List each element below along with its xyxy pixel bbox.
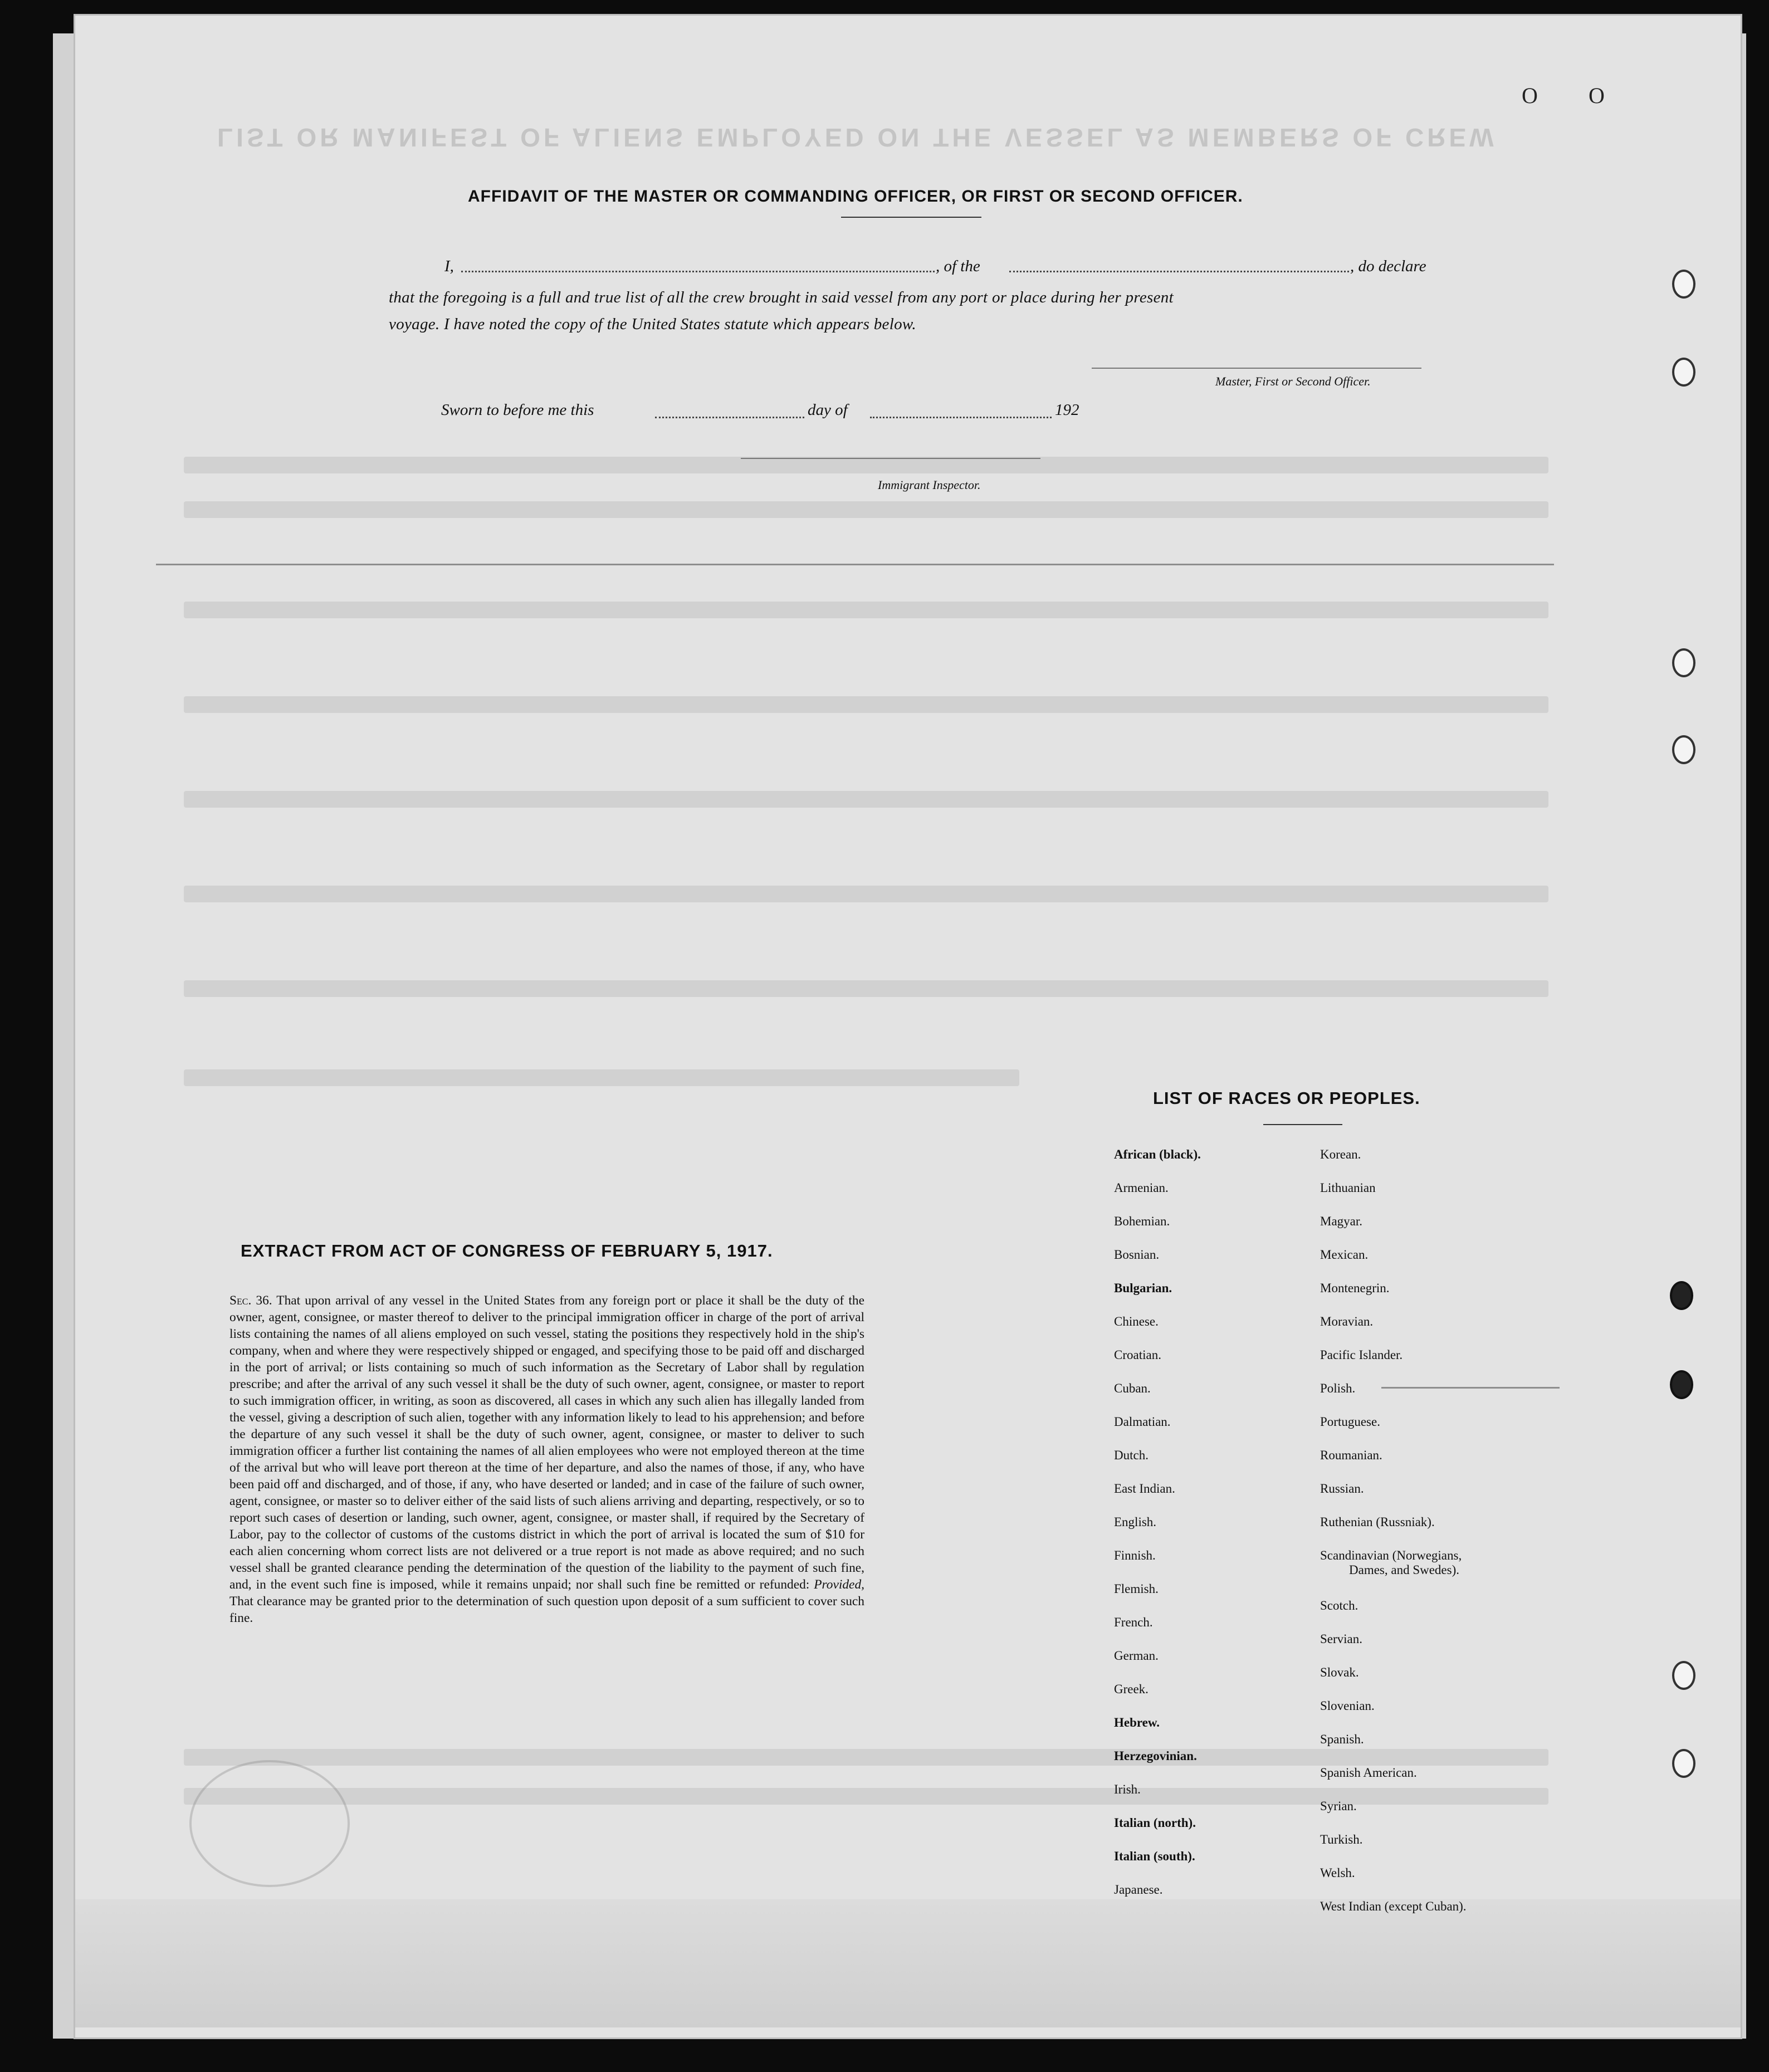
binder-hole-icon: [1670, 1281, 1693, 1310]
race-item: Montenegrin.: [1320, 1281, 1390, 1295]
bleed-through-row: [184, 1069, 1019, 1086]
affidavit-do-declare: , do declare: [1350, 257, 1426, 275]
bleed-through-row: [184, 602, 1548, 618]
faint-stamp: [189, 1760, 350, 1887]
race-item: Mexican.: [1320, 1248, 1369, 1262]
bleed-through-row: [184, 457, 1548, 473]
page-lower-edge: [75, 1899, 1741, 2027]
race-item: Italian (south).: [1114, 1849, 1195, 1863]
binder-hole-icon: [1672, 270, 1695, 299]
extract-paragraph: That upon arrival of any vessel in the United States from any foreign port or place it shall be the duty of the owner, agent, consignee, or master thereof to deliver to the principal immigration officer in charge of the port of arrival lists containing the names of all aliens employed on such vessel, stating the positions they respectively hold in the ship's company, when and where they were respectively shipped or engaged, and specifying those to be paid off and discharged in the port of arrival; or lists containing so much of such information as the Secretary of Labor shall by regulation prescribe; and after the arrival of any such vessel it shall be the duty of such owner, agent, consignee, or master to report to such immigration officer, in writing, as soon as discovered, all cases in which any such alien has illegally landed from the vessel, giving a description of such alien, together with any information likely to lead to his apprehension; and before the departure of any such vessel it shall be the duty of such owner, agent, consignee, or master to deliver to such immigration officer a further list containing the names of all alien employees who were not employed thereon at the time of the arrival but who will leave port thereon at the time of her departure, and also the names of those, if any, who have been paid off and discharged, and of those, if any, who have deserted or landed; and in case of the failure of such owner, agent, consignee, or master so to deliver either of the said lists of such aliens arriving and departing, respectively, or so to report such cases of desertion or landing, such owner, agent, consignee, or master shall, if required by the Secretary of Labor, pay to the collector of customs of the customs district in which the port of arrival is located the sum of $10 for each alien concerning whom correct lists are not delivered or a true report is not made as above required; and no such vessel shall be granted clearance pending the determination of the question of the liability to the payment of such fine, and, in the event such fine is imposed, while it remains unpaid; nor shall such fine be remitted or refunded:: [229, 1293, 864, 1592]
sworn-month-line: [870, 417, 1052, 418]
race-item: Slovak.: [1320, 1665, 1359, 1679]
race-item: Scotch.: [1320, 1599, 1358, 1612]
race-item: Cuban.: [1114, 1381, 1151, 1395]
race-item: Scandinavian (Norwegians,: [1320, 1548, 1462, 1562]
race-item: French.: [1114, 1615, 1153, 1629]
bleed-through-row: [184, 501, 1548, 518]
year-label: 192: [1055, 401, 1079, 419]
bleed-through-header: LIST OR MANIFEST OF ALIENS EMPLOYED ON THE VESSEL AS MEMBERS OF CREW: [217, 123, 1497, 152]
race-item: Irish.: [1114, 1782, 1141, 1796]
race-item: Syrian.: [1320, 1799, 1357, 1813]
race-item: Herzegovinian.: [1114, 1749, 1197, 1763]
race-item: Greek.: [1114, 1682, 1149, 1696]
extract-paragraph-end: That clearance may be granted prior to the determination of such question upon deposit of a sum sufficient to cover such fine.: [229, 1594, 864, 1625]
extract-title: EXTRACT FROM ACT OF CONGRESS OF FEBRUARY 5, 1917.: [241, 1241, 773, 1260]
binder-hole-icon: [1672, 648, 1695, 677]
master-name-line: [461, 271, 935, 272]
race-item: Dames, and Swedes).: [1349, 1563, 1460, 1577]
race-item: Korean.: [1320, 1147, 1361, 1161]
race-item: Turkish.: [1320, 1832, 1363, 1846]
races-title-underline: [1263, 1124, 1342, 1125]
race-item: Servian.: [1320, 1632, 1363, 1646]
inspector-label: Immigrant Inspector.: [878, 478, 981, 492]
bleed-through-row: [184, 886, 1548, 902]
race-item: Ruthenian (Russniak).: [1320, 1515, 1435, 1529]
race-item: Armenian.: [1114, 1181, 1169, 1195]
race-item: Polish.: [1320, 1381, 1356, 1395]
race-item: Bulgarian.: [1114, 1281, 1172, 1295]
race-item: English.: [1114, 1515, 1157, 1529]
race-item: Italian (north).: [1114, 1816, 1196, 1830]
race-item: Hebrew.: [1114, 1716, 1160, 1729]
extract-provided: Provided,: [814, 1577, 864, 1592]
bleed-through-row: [184, 1749, 1548, 1766]
affidavit-line-2: that the foregoing is a full and true list of all the crew brought in said vessel from any port or place during her present: [389, 289, 1174, 306]
bleed-through-row: [184, 791, 1548, 808]
race-item: East Indian.: [1114, 1482, 1175, 1496]
vessel-name-line: [1009, 271, 1349, 272]
race-item: Spanish American.: [1320, 1766, 1417, 1780]
race-item: Welsh.: [1320, 1866, 1355, 1880]
race-item: Bohemian.: [1114, 1214, 1170, 1228]
race-item: Portuguese.: [1320, 1415, 1380, 1429]
race-item: Slovenian.: [1320, 1699, 1375, 1713]
race-item: Lithuanian: [1320, 1181, 1376, 1195]
race-item: Roumanian.: [1320, 1448, 1382, 1462]
race-item: Magyar.: [1320, 1214, 1363, 1228]
race-item: Spanish.: [1320, 1732, 1364, 1746]
extract-section-number: Sec. 36.: [229, 1293, 272, 1308]
race-item: Russian.: [1320, 1482, 1364, 1496]
binder-hole-icon: [1672, 1749, 1695, 1778]
race-item: Chinese.: [1114, 1314, 1159, 1328]
race-item: German.: [1114, 1649, 1159, 1663]
race-item: Moravian.: [1320, 1314, 1374, 1328]
race-item: West Indian (except Cuban).: [1320, 1899, 1467, 1913]
binder-hole-icon: [1672, 358, 1695, 387]
corner-hole-icon: O: [1589, 83, 1605, 108]
bleed-through-row: [184, 696, 1548, 713]
inspector-signature-line: [741, 458, 1040, 459]
sworn-day-line: [655, 417, 804, 418]
extract-body: [229, 1292, 864, 1626]
day-of-label: day of: [808, 401, 848, 419]
race-item: Japanese.: [1114, 1883, 1163, 1897]
sworn-label: Sworn to before me this: [441, 401, 594, 419]
affidavit-line-3: voyage. I have noted the copy of the United States statute which appears below.: [389, 315, 916, 333]
binder-hole-icon: [1670, 1370, 1693, 1399]
master-signature-line: [1092, 368, 1421, 369]
race-item: Pacific Islander.: [1320, 1348, 1403, 1362]
affidavit-i-label: I,: [444, 257, 454, 275]
bleed-through-row: [184, 980, 1548, 997]
race-item: Bosnian.: [1114, 1248, 1160, 1262]
master-label: Master, First or Second Officer.: [1215, 374, 1371, 388]
binder-hole-icon: [1672, 735, 1695, 764]
binder-hole-icon: [1672, 1661, 1695, 1690]
title-underline: [841, 217, 981, 218]
corner-hole-icon: O: [1522, 83, 1538, 108]
race-item: Finnish.: [1114, 1548, 1156, 1562]
race-item: African (black).: [1114, 1147, 1201, 1161]
bleed-through-rule: [156, 564, 1554, 565]
affidavit-of-the: , of the: [936, 257, 980, 275]
races-title: LIST OF RACES OR PEOPLES.: [1153, 1088, 1420, 1108]
race-item: Dutch.: [1114, 1448, 1149, 1462]
bleed-through-rule: [1381, 1387, 1560, 1389]
race-item: Dalmatian.: [1114, 1415, 1171, 1429]
race-item: Croatian.: [1114, 1348, 1161, 1362]
affidavit-title: AFFIDAVIT OF THE MASTER OR COMMANDING OFFICER, OR FIRST OR SECOND OFFICER.: [468, 187, 1243, 206]
race-item: Flemish.: [1114, 1582, 1159, 1596]
